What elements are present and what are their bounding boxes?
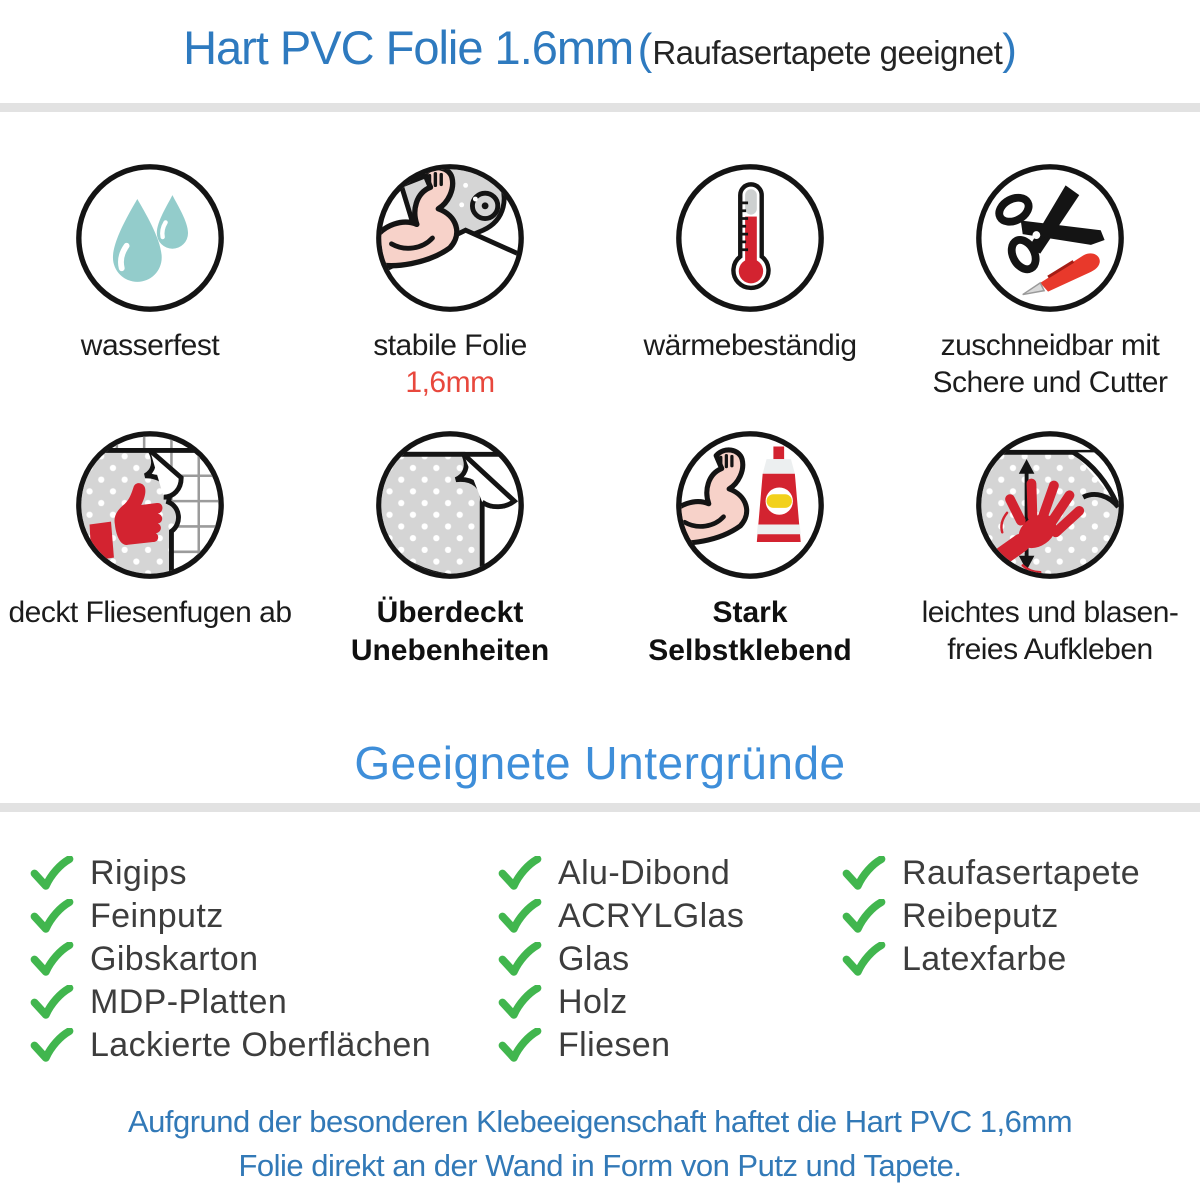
checklist-column-2	[498, 852, 744, 1067]
green-checkmark-icon	[30, 942, 74, 977]
green-checkmark-icon	[30, 856, 74, 891]
list-item	[30, 981, 431, 1024]
list-item-label: Fliesen	[558, 1026, 671, 1064]
list-item-label: Glas	[558, 940, 630, 978]
green-checkmark-icon	[842, 899, 886, 934]
list-item-label: Rigips	[90, 854, 187, 892]
caption-line-red: 1,6mm	[405, 366, 495, 399]
water-drops-icon	[72, 160, 228, 316]
divider-bar	[0, 103, 1200, 112]
title-subtitle: Raufasertapete geeignet	[652, 34, 1003, 71]
caption-line: Stark	[712, 596, 788, 629]
feature-caption	[922, 594, 1179, 668]
caption-line: leichtes und blasen-	[921, 596, 1179, 629]
list-item-label: ACRYLGlas	[558, 897, 745, 935]
caption-line: wärmebeständig	[643, 329, 857, 362]
green-checkmark-icon	[30, 1028, 74, 1063]
list-item-label: Feinputz	[90, 897, 224, 935]
muscle-foil-roll-icon	[372, 160, 528, 316]
list-item	[498, 852, 744, 895]
divider-bar	[0, 803, 1200, 812]
green-checkmark-icon	[30, 899, 74, 934]
feature-unebenheiten	[300, 427, 600, 670]
list-item-label: Gibskarton	[90, 940, 259, 978]
feature-caption	[81, 327, 219, 364]
footer-line: Folie direkt an der Wand in Form von Putz und Tapete.	[238, 1148, 962, 1183]
feature-caption	[933, 327, 1168, 401]
section-heading: Geeignete Untergründe	[354, 737, 846, 789]
green-checkmark-icon	[498, 1028, 542, 1063]
list-item	[30, 1024, 431, 1067]
footer-note	[0, 1100, 1200, 1188]
feature-stabile-folie	[300, 160, 600, 401]
caption-line: freies Aufkleben	[947, 633, 1153, 666]
list-item-label: Lackierte Oberflächen	[90, 1026, 432, 1064]
list-item	[842, 895, 1140, 938]
hand-smoothing-icon	[972, 427, 1128, 583]
list-item	[842, 852, 1140, 895]
list-item	[842, 938, 1140, 981]
feature-wasserfest	[0, 160, 300, 401]
feature-selbstklebend	[600, 427, 900, 670]
list-item	[30, 938, 431, 981]
thumbs-up-tiles-icon	[72, 427, 228, 583]
feature-caption	[643, 327, 856, 364]
feature-fliesenfugen	[0, 427, 300, 670]
feature-row-2	[0, 427, 1200, 670]
list-item	[498, 1024, 744, 1067]
list-item	[30, 895, 431, 938]
scissors-cutter-icon	[972, 160, 1128, 316]
feature-caption	[648, 594, 851, 670]
feature-row-1	[0, 160, 1200, 401]
caption-line: Schere und Cutter	[932, 366, 1168, 399]
list-item-label: Alu-Dibond	[558, 854, 731, 892]
dotted-foil-fold-icon	[372, 427, 528, 583]
feature-zuschneidbar	[900, 160, 1200, 401]
feature-aufkleben	[900, 427, 1200, 670]
feature-caption	[373, 327, 527, 401]
checklist-column-3	[842, 852, 1140, 981]
caption-line: Überdeckt	[376, 596, 524, 629]
caption-line: Selbstklebend	[648, 634, 852, 667]
list-item-label: Holz	[558, 983, 628, 1021]
checklist-column-1	[30, 852, 431, 1067]
feature-caption	[8, 594, 291, 631]
page-title	[0, 20, 1200, 75]
caption-line: Unebenheiten	[350, 634, 550, 667]
list-item-label: Reibeputz	[902, 897, 1059, 935]
list-item	[30, 852, 431, 895]
green-checkmark-icon	[498, 899, 542, 934]
muscle-glue-tube-icon	[672, 427, 828, 583]
green-checkmark-icon	[498, 942, 542, 977]
caption-line: zuschneidbar mit	[940, 329, 1160, 362]
list-item	[498, 981, 744, 1024]
feature-caption	[351, 594, 549, 670]
caption-line: stabile Folie	[373, 329, 527, 362]
green-checkmark-icon	[498, 985, 542, 1020]
green-checkmark-icon	[842, 942, 886, 977]
thermometer-icon	[672, 160, 828, 316]
title-main: Hart PVC Folie 1.6mm	[183, 21, 634, 74]
green-checkmark-icon	[30, 985, 74, 1020]
caption-line: deckt Fliesenfugen ab	[8, 596, 292, 629]
green-checkmark-icon	[498, 856, 542, 891]
list-item	[498, 938, 744, 981]
list-item-label: Latexfarbe	[902, 940, 1067, 978]
list-item-label: MDP-Platten	[90, 983, 288, 1021]
title-paren-close: )	[1002, 25, 1017, 74]
footer-line: Aufgrund der besonderen Klebeeigenschaft haftet die Hart PVC 1,6mm	[127, 1104, 1073, 1139]
caption-line: wasserfest	[80, 329, 220, 362]
green-checkmark-icon	[842, 856, 886, 891]
feature-waermebestaendig	[600, 160, 900, 401]
list-item	[498, 895, 744, 938]
list-item-label: Raufasertapete	[902, 854, 1141, 892]
title-paren-open: (	[637, 25, 653, 74]
